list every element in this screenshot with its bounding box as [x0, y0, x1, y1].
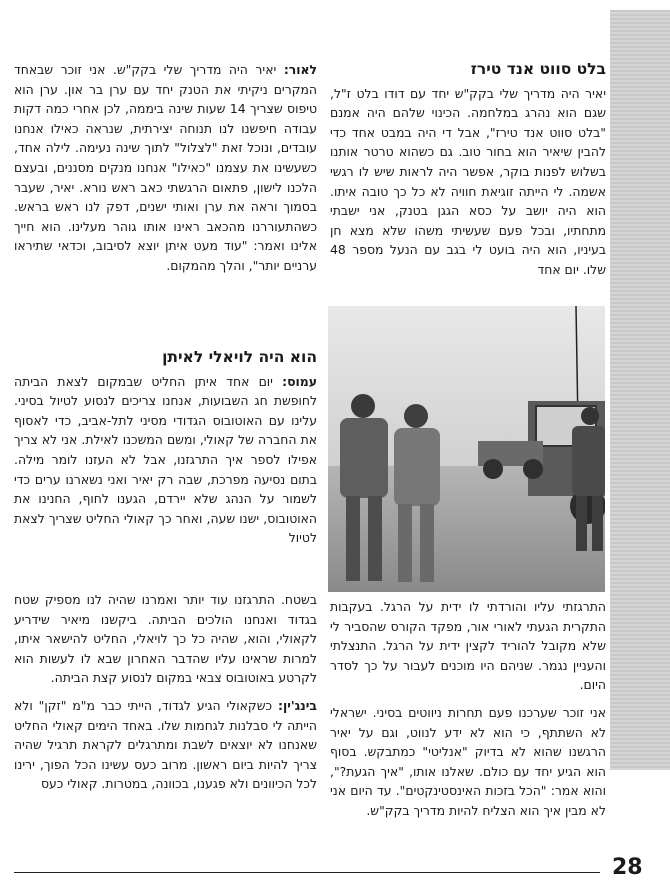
laor-testimony: [14, 60, 317, 276]
section-1-title: בלט סווט אנד טירז: [470, 60, 606, 78]
section-1-cont-paragraph: התרגזתי עליו והורדתי לו ידית על הרגל. בעקבות התקרית הגעתי לאורי אור, מפקד הקורס שהסביר לי שלא מקובל להוריד לקצין ידית על הרגל. התנצלתי והעניין נגמר. שניהם היו מוכנים לעבור על כך לסדר היום.: [330, 599, 606, 693]
section-1-paragraph: יאיר היה מדריך שלי בקק"ש יחד עם דודו בלט ז"ל, שגם הוא נהרג במלחמה. הכינוי שלהם היה אמנם "בלט סווט אנד טירז", אבל די היה במבט אחד כדי להבין שיאיר הוא בחור טוב. גם כשהוא טרטר אותנו בשלוש לפנות בוקר, אפשר היה לראות שיש לו רגשי אשמה. לי הייתה זוגיאת חוויה לא כל כך טובה איתו. הוא היה יושב על כסא הגגן בטנק, אני ישבתי מתחתיו, ובכל פעם שעשיתי משהו שלא מצא חן בעיניו, הוא היה בועט לי בגב עם הנעל מספר 48 שלו. יום אחד: [330, 85, 606, 277]
footer-rule: [14, 872, 600, 873]
speaker-name: לאור:: [283, 62, 317, 77]
section-2-title: הוא היה לויאלי לאיתן: [162, 348, 317, 366]
page-number: 28: [612, 855, 643, 880]
section-1-continued: [330, 597, 606, 821]
soldiers-in-desert-photo: [328, 306, 605, 592]
section-1-cont-paragraph: אני זוכר שערכנו פעם תחרות ניווטים בסיני. ישראלי לא השתתף, כי הוא לא ידע לנווט, וגם על יאיר הרגשנו שהוא לא בדיוק "אנליטי" כמתבקש. בסוף הוא הגיע יחד עם כולם. שאלנו אותו, "איך הגעת?", והוא אמר: "הכל בזכות האינסטינקטים". עד היום אני לא מבין איך הוא הצליח להיות מדריך בקק"ש.: [330, 704, 606, 818]
photo-illustration: [328, 306, 605, 592]
laor-text: יאיר היה מדריך שלי בקק"ש. אני זוכר שבאחד המקרים ניקיתי את הטנק יחד עם ערן בר און. ערן הוא טיפוס שצריך 14 שעות שינה ביממה, לכן אחרי כמה דקות עבודה חיפשנו לנו תנוחה יצירתית, שנראה כאילו אנחנו עובדים, ונוכל זאת "לצלול" לתוך שינה נעימה. לילה אחד, כשעשינו את עצמנו "כאילו" אנחנו מנקים מסננים, ובעצם הלכנו לישון, פתאום הרגשתי כאב ראש נורא. יאיר, שעבר בסמוך וראה את ערן ואותי ישנים, דפק לנו ראש בראש. כשהתעוררנו מהכאב ראינו אותו גוהר מעלינו. הוא חייך אלינו ואמר: "עוד מעט איתן יוצא לסיבוב, וכדאי שתיראו ערניים יותר", והלך מהמקום.: [14, 62, 318, 273]
amos-text-continued: בשטח. התרגזנו עוד יותר ואמרנו שהיה לנו מספיק שטח בגדוד ואנחנו הולכים הביתה. ביקשנו מיאיר שידריע לקאולי, והוא, שהיה כל כך לויאלי, החליט להישאר איתו, למרות שראינו עליו שהדבר האחרון שבא לו לעשות הוא לקרטע באוטובוס צבאי במקום לנסוע קצת הביתה.: [14, 592, 317, 686]
speaker-name: עמוס:: [282, 373, 317, 389]
speaker-name: בינג'ין:: [277, 697, 317, 713]
section-1: [330, 60, 606, 280]
section-2-continued: [14, 590, 317, 794]
amos-text: יום אחד איתן החליט שבמקום לצאת הביתה לחופשת חג השבועות, אנחנו צריכים לנסוע לטיול בסיני. עלינו עם האוטובוס הגדודי מסיני לתל-אביב, כדי לאסוף את החברה של קאולי, ומשם המשכנו לאילת. אני לא צריך אפילו לספר איך התרגזנו, אבל לא העזנו לומר מילה. בתום נסיעה מפרכת, שבה רק יאיר ואני נשארנו ערים כדי לשמור על הנהג שלא יירדם, הגענו לחוף, החנינו את האוטובוס, ישנו שעה, ואחר כך קאולי החליט שצריך לצאת לטיול: [14, 373, 317, 546]
page-margin-strip: [610, 10, 670, 770]
binyamin-text: כשקאולי הגיע לגדוד, הייתי כבר מ"מ "זקן" ולא הייתה לי סבלנות לגחמות שלו. באחד הימים קאולי החליט שאנחנו לא יוצאים לשבת ומתרגלים לקראת תרגיל שהיה צריך להיות ביום ראשון. מרוב כעס עשינו הכל הפוך, ירינו לכל הכיוונים ולא פגענו, בכוונה, במטרות. קאולי כעס: [14, 697, 317, 792]
section-2: [14, 348, 317, 548]
